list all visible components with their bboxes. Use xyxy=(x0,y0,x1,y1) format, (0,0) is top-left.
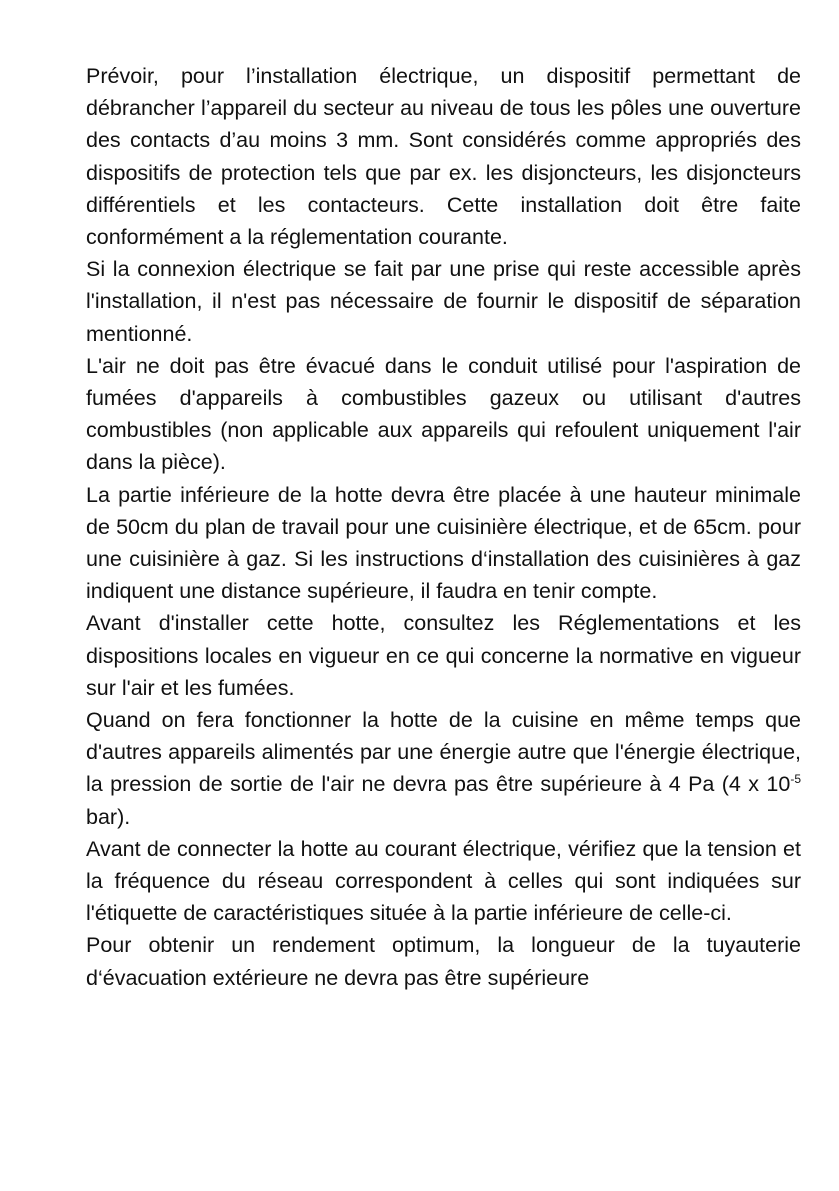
paragraph-voltage-check: Avant de connecter la hotte au courant électrique, vérifiez que la tension et la fréquence du réseau correspondent à celles qui sont indiquées sur l'étiquette de caractéristiques située à la partie inférieure de celle-ci. xyxy=(86,836,801,926)
paragraph-air-evacuation: L'air ne doit pas être évacué dans le conduit utilisé pour l'aspiration de fumées d'appareils à combustibles gazeux ou utilisant d'autres combustibles (non applicable aux appareils qui refoulent uniquement l'air dans la pièce). xyxy=(86,353,801,475)
paragraph-duct-length: Pour obtenir un rendement optimum, la longueur de la tuyauterie d‘évacuation extérieure ne devra pas être supérieure xyxy=(86,933,801,990)
paragraph-plug-connection: Si la connexion électrique se fait par une prise qui reste accessible après l'installation, il n'est pas nécessaire de fournir le dispositif de séparation mentionné. xyxy=(86,257,801,346)
pressure-exponent: -5 xyxy=(790,772,801,787)
paragraph-pressure-limit xyxy=(86,704,801,833)
pressure-text-before: Quand on fera fonctionner la hotte de la cuisine en même temps que d'autres appareils alimentés par une énergie autre que l'énergie électrique, la pression de sortie de l'air ne devra pas être supérieure à 4 Pa (4 x 10 xyxy=(86,708,801,797)
document-page xyxy=(86,60,801,994)
paragraph-hood-height: La partie inférieure de la hotte devra être placée à une hauteur minimale de 50cm du plan de travail pour une cuisinière électrique, et de 65cm. pour une cuisinière à gaz. Si les instructions d‘installation des cuisinières à gaz indiquent une distance supérieure, il faudra en tenir compte. xyxy=(86,482,801,604)
paragraph-local-regulations: Avant d'installer cette hotte, consultez les Réglementations et les dispositions locales en vigueur en ce qui concerne la normative en vigueur sur l'air et les fumées. xyxy=(86,611,801,700)
pressure-text-after: bar). xyxy=(86,804,131,829)
paragraph-electrical-disconnect: Prévoir, pour l’installation électrique, un dispositif permettant de débrancher l’appareil du secteur au niveau de tous les pôles une ouverture des contacts d’au moins 3 mm. Sont considérés comme appropriés des dispositifs de protection tels que par ex. les disjoncteurs, les disjoncteurs différentiels et les contacteurs. Cette installation doit être faite conformément a la réglementation courante. xyxy=(86,64,801,250)
